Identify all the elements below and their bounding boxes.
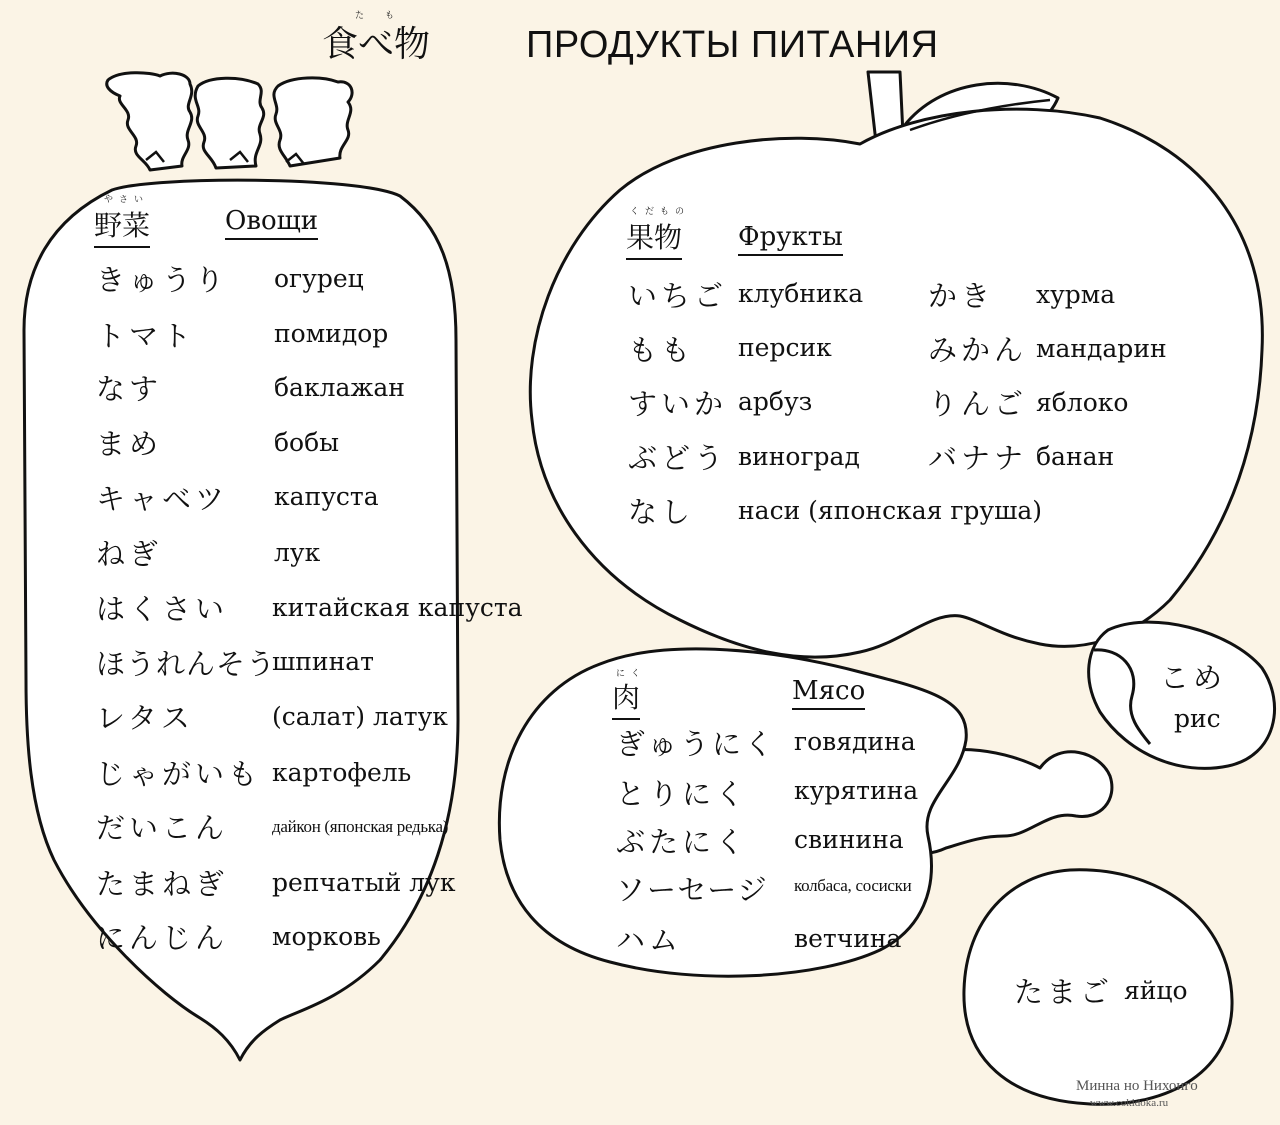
- radish-leaf-3: [274, 78, 352, 166]
- meat-ru-5: ветчина: [794, 924, 902, 953]
- vegetable-jp-13: にんじん: [96, 921, 229, 955]
- fruit-jp-8: バナナ: [928, 441, 1028, 475]
- fruit-jp-7: ぶどう: [628, 441, 728, 475]
- vegetable-ru-1: огурец: [274, 264, 364, 293]
- rice-jp: こめ: [1160, 661, 1227, 695]
- fruit-ru-5: арбуз: [738, 387, 813, 416]
- fruit-jp-2: かき: [928, 279, 995, 313]
- fruit-jp-1: いちご: [628, 279, 728, 313]
- vegetable-jp-3: なす: [96, 372, 163, 406]
- fruits-heading-ru: Фрукты: [738, 222, 843, 256]
- meat-ru-3: свинина: [794, 825, 904, 854]
- meat-jp-5: ハム: [616, 923, 683, 957]
- fruit-jp-3: もも: [628, 333, 695, 367]
- vegetable-jp-6: ねぎ: [96, 537, 163, 571]
- watermark-title: Минна но Нихонго: [1076, 1078, 1198, 1094]
- fruit-ru-6: яблоко: [1036, 388, 1129, 417]
- vegetable-ru-11: дайкон (японская редька): [272, 817, 449, 836]
- vegetables-furigana: やさい: [104, 195, 150, 205]
- vegetable-jp-2: トマト: [96, 319, 196, 353]
- fruit-jp-4: みかん: [928, 333, 1028, 367]
- vegetable-ru-7: китайская капуста: [272, 593, 523, 622]
- fruit-jp-9: なし: [628, 495, 695, 529]
- vegetable-jp-4: まめ: [96, 427, 163, 461]
- radish-leaf-1: [107, 73, 192, 170]
- rice-ru: рис: [1174, 704, 1221, 733]
- fruit-ru-2: хурма: [1036, 280, 1116, 309]
- title-furigana: た も: [355, 11, 401, 21]
- meat-heading-ru: Мясо: [792, 676, 865, 710]
- vegetable-ru-5: капуста: [274, 482, 379, 511]
- fruit-ru-9: наси (японская груша): [738, 496, 1043, 525]
- fruit-jp-5: すいか: [628, 387, 728, 421]
- watermark-url: www.cokidoka.ru: [1090, 1097, 1169, 1109]
- vegetable-jp-8: ほうれんそう: [96, 647, 277, 681]
- fruit-ru-7: виноград: [738, 442, 860, 471]
- fruit-ru-4: мандарин: [1036, 334, 1167, 363]
- meat-jp-4: ソーセージ: [616, 873, 769, 907]
- vegetable-ru-6: лук: [274, 538, 321, 567]
- radish-leaf-2: [195, 78, 264, 168]
- vegetable-ru-3: баклажан: [274, 373, 405, 402]
- title-japanese: 食べ物: [322, 24, 431, 65]
- meat-jp-1: ぎゅうにく: [616, 727, 777, 761]
- fruit-ru-3: персик: [738, 333, 832, 362]
- meat-jp-2: とりにく: [616, 777, 749, 811]
- fruits-heading-jp: 果物: [626, 216, 682, 260]
- vegetable-jp-7: はくさい: [96, 592, 229, 626]
- vegetable-ru-9: (салат) латук: [272, 702, 448, 731]
- vegetable-jp-9: レタス: [96, 701, 194, 735]
- meat-ru-4: колбаса, сосиски: [794, 876, 912, 895]
- vegetable-jp-11: だいこん: [96, 811, 229, 845]
- vegetable-jp-12: たまねぎ: [96, 867, 229, 901]
- vegetable-ru-12: репчатый лук: [272, 868, 456, 897]
- vegetables-heading-ru: Овощи: [225, 206, 318, 240]
- meat-furigana: にく: [616, 669, 647, 679]
- meat-ru-1: говядина: [794, 727, 916, 756]
- vegetable-ru-2: помидор: [274, 319, 389, 348]
- fruits-furigana: くだもの: [630, 207, 691, 217]
- vegetables-heading-jp: 野菜: [94, 204, 150, 248]
- egg-jp: たまご: [1014, 975, 1114, 1009]
- egg-ru: яйцо: [1124, 976, 1188, 1005]
- vegetable-jp-5: キャベツ: [96, 482, 229, 516]
- meat-heading-jp: 肉: [612, 676, 640, 720]
- meat-ru-2: курятина: [794, 776, 919, 805]
- meat-jp-3: ぶたにく: [616, 825, 749, 859]
- vegetable-ru-13: морковь: [272, 922, 381, 951]
- vegetable-jp-1: きゅうり: [96, 263, 229, 297]
- vegetable-ru-8: шпинат: [272, 647, 374, 676]
- vegetable-jp-10: じゃがいも: [96, 757, 262, 791]
- fruit-jp-6: りんご: [928, 387, 1028, 421]
- fruit-ru-8: банан: [1036, 442, 1115, 471]
- vegetable-ru-4: бобы: [274, 428, 340, 457]
- page-title: ПРОДУКТЫ ПИТАНИЯ: [526, 24, 939, 66]
- fruit-ru-1: клубника: [738, 279, 864, 308]
- vegetable-ru-10: картофель: [272, 758, 412, 787]
